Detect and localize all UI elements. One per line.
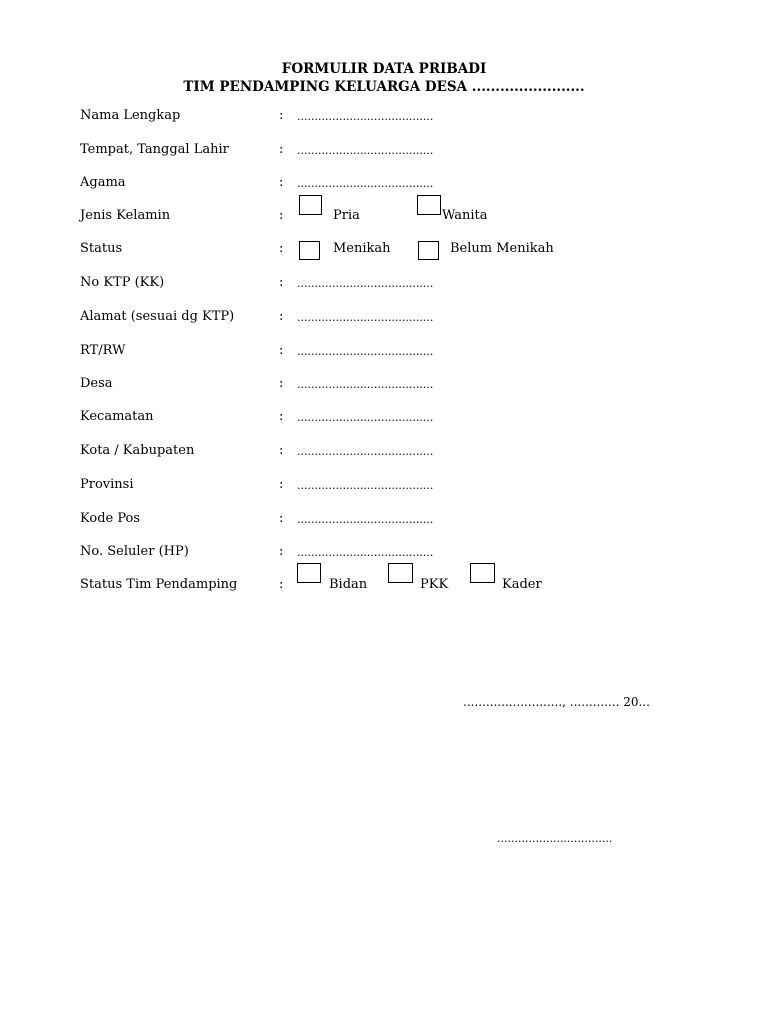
- form-title: FORMULIR DATA PRIBADI: [281, 61, 487, 77]
- field-label-agama: Agama: [80, 175, 126, 190]
- checkbox-belum-menikah[interactable]: [418, 241, 439, 260]
- field-label-hp: No. Seluler (HP): [80, 544, 189, 559]
- option-label-bidan: Bidan: [329, 577, 368, 592]
- checkbox-pria[interactable]: [299, 195, 322, 215]
- colon: :: [279, 241, 284, 256]
- field-label-ktp: No KTP (KK): [80, 275, 165, 290]
- option-label-wanita: Wanita: [442, 208, 488, 223]
- colon: :: [279, 511, 284, 526]
- field-label-desa: Desa: [80, 376, 113, 391]
- field-label-kecamatan: Kecamatan: [80, 409, 154, 424]
- blank-line-provinsi[interactable]: .......................................: [297, 479, 434, 492]
- field-label-alamat: Alamat (sesuai dg KTP): [80, 309, 235, 324]
- checkbox-wanita[interactable]: [417, 195, 441, 215]
- option-label-kader: Kader: [502, 577, 542, 592]
- option-label-belum-menikah: Belum Menikah: [450, 241, 554, 256]
- field-label-status-tim: Status Tim Pendamping: [80, 577, 238, 592]
- option-label-menikah: Menikah: [333, 241, 391, 256]
- blank-line-kecamatan[interactable]: .......................................: [297, 411, 434, 424]
- colon: :: [279, 108, 284, 123]
- checkbox-menikah[interactable]: [299, 241, 320, 260]
- option-label-pria: Pria: [333, 208, 360, 223]
- colon: :: [279, 275, 284, 290]
- colon: :: [279, 175, 284, 190]
- field-label-rtrw: RT/RW: [80, 343, 126, 358]
- checkbox-bidan[interactable]: [297, 563, 321, 583]
- field-label-kota: Kota / Kabupaten: [80, 443, 195, 458]
- field-label-provinsi: Provinsi: [80, 477, 134, 492]
- field-label-status: Status: [80, 241, 123, 256]
- colon: :: [279, 343, 284, 358]
- colon: :: [279, 577, 284, 592]
- blank-line-alamat[interactable]: .......................................: [297, 311, 434, 324]
- option-label-pkk: PKK: [420, 577, 449, 592]
- colon: :: [279, 544, 284, 559]
- blank-line-agama[interactable]: .......................................: [297, 177, 434, 190]
- colon: :: [279, 477, 284, 492]
- blank-line-desa[interactable]: .......................................: [297, 378, 434, 391]
- signature-line[interactable]: .................................: [497, 832, 613, 845]
- place-date-line[interactable]: .........................., ............. 20...: [463, 695, 650, 709]
- field-label-kodepos: Kode Pos: [80, 511, 141, 526]
- colon: :: [279, 376, 284, 391]
- field-label-jenis-kelamin: Jenis Kelamin: [80, 208, 171, 223]
- colon: :: [279, 409, 284, 424]
- field-label-ttl: Tempat, Tanggal Lahir: [80, 142, 229, 157]
- blank-line-ttl[interactable]: .......................................: [297, 144, 434, 157]
- blank-line-ktp[interactable]: .......................................: [297, 277, 434, 290]
- colon: :: [279, 309, 284, 324]
- colon: :: [279, 443, 284, 458]
- blank-line-kodepos[interactable]: .......................................: [297, 513, 434, 526]
- field-label-nama: Nama Lengkap: [80, 108, 181, 123]
- colon: :: [279, 208, 284, 223]
- blank-line-hp[interactable]: .......................................: [297, 546, 434, 559]
- checkbox-pkk[interactable]: [388, 563, 413, 583]
- form-subtitle: TIM PENDAMPING KELUARGA DESA ........................: [183, 79, 585, 95]
- blank-line-nama[interactable]: .......................................: [297, 110, 434, 123]
- colon: :: [279, 142, 284, 157]
- blank-line-rtrw[interactable]: .......................................: [297, 345, 434, 358]
- checkbox-kader[interactable]: [470, 563, 495, 583]
- blank-line-kota[interactable]: .......................................: [297, 445, 434, 458]
